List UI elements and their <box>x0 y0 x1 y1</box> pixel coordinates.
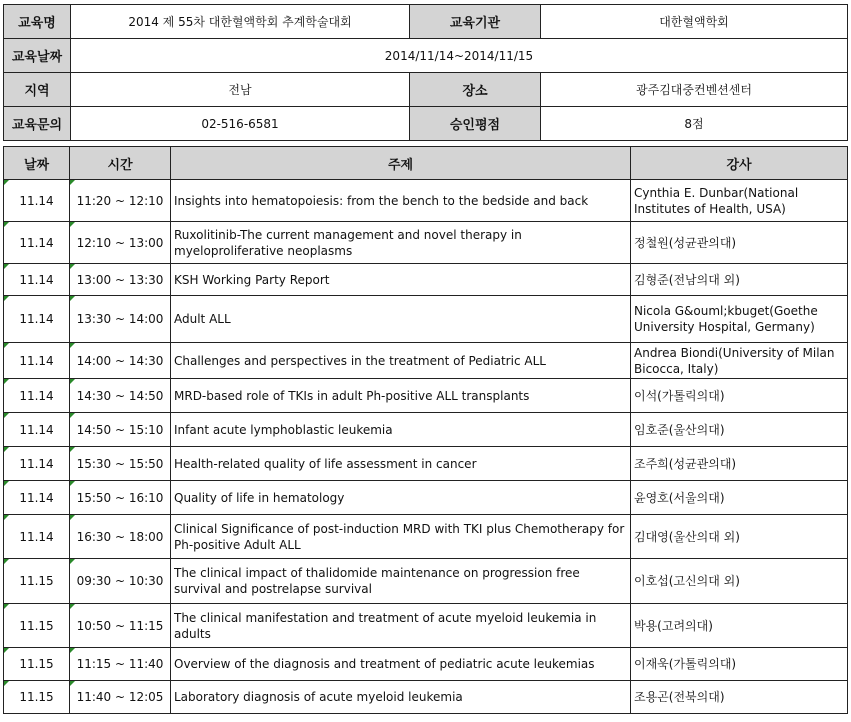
course-date-label: 교육날짜 <box>4 39 71 73</box>
session-topic: Ruxolitinib-The current management and novel therapy in myeloproliferative neoplasms <box>171 222 631 264</box>
info-row-date <box>4 39 848 73</box>
session-time: 11:40 ~ 12:05 <box>70 681 171 714</box>
session-date: 11.14 <box>4 343 70 379</box>
session-speaker: 조용곤(전북의대) <box>631 681 848 714</box>
info-row-name <box>4 5 848 39</box>
table-row <box>4 413 848 447</box>
contact-label: 교육문의 <box>4 107 71 141</box>
course-name-label: 교육명 <box>4 5 71 39</box>
session-speaker: 윤영호(서울의대) <box>631 481 848 515</box>
table-row <box>4 681 848 714</box>
session-topic: Insights into hematopoiesis: from the bench to the bedside and back <box>171 180 631 222</box>
session-speaker: 이재욱(가톨릭의대) <box>631 648 848 681</box>
session-speaker: 임호준(울산의대) <box>631 413 848 447</box>
table-row <box>4 264 848 296</box>
session-topic: Adult ALL <box>171 296 631 343</box>
header-speaker: 강사 <box>631 147 848 180</box>
organizer: 대한혈액학회 <box>541 5 848 39</box>
table-row <box>4 648 848 681</box>
session-date: 11.15 <box>4 648 70 681</box>
course-date: 2014/11/14~2014/11/15 <box>71 39 848 73</box>
session-speaker: 이석(가톨릭의대) <box>631 379 848 413</box>
session-time: 11:15 ~ 11:40 <box>70 648 171 681</box>
session-date: 11.14 <box>4 413 70 447</box>
session-date: 11.15 <box>4 604 70 648</box>
credit-points: 8점 <box>541 107 848 141</box>
venue-label: 장소 <box>410 73 541 107</box>
table-row <box>4 180 848 222</box>
session-topic: Health-related quality of life assessment in cancer <box>171 447 631 481</box>
session-speaker: Andrea Biondi(University of Milan Bicocca, Italy) <box>631 343 848 379</box>
header-topic: 주제 <box>171 147 631 180</box>
session-date: 11.15 <box>4 559 70 604</box>
session-date: 11.14 <box>4 296 70 343</box>
session-topic: Clinical Significance of post-induction MRD with TKI plus Chemotherapy for Ph-positive Adult ALL <box>171 515 631 559</box>
session-time: 15:30 ~ 15:50 <box>70 447 171 481</box>
session-time: 14:30 ~ 14:50 <box>70 379 171 413</box>
venue: 광주김대중컨벤션센터 <box>541 73 848 107</box>
organizer-label: 교육기관 <box>410 5 541 39</box>
session-time: 11:20 ~ 12:10 <box>70 180 171 222</box>
course-name: 2014 제 55차 대한혈액학회 추계학술대회 <box>71 5 410 39</box>
table-row <box>4 222 848 264</box>
session-speaker: 조주희(성균관의대) <box>631 447 848 481</box>
session-time: 13:30 ~ 14:00 <box>70 296 171 343</box>
session-date: 11.14 <box>4 481 70 515</box>
session-date: 11.14 <box>4 379 70 413</box>
session-speaker: 정철원(성균관의대) <box>631 222 848 264</box>
session-time: 15:50 ~ 16:10 <box>70 481 171 515</box>
session-topic: MRD-based role of TKIs in adult Ph-positive ALL transplants <box>171 379 631 413</box>
session-time: 14:00 ~ 14:30 <box>70 343 171 379</box>
schedule-header <box>4 147 848 180</box>
credit-points-label: 승인평점 <box>410 107 541 141</box>
session-topic: Infant acute lymphoblastic leukemia <box>171 413 631 447</box>
session-topic: Challenges and perspectives in the treatment of Pediatric ALL <box>171 343 631 379</box>
session-time: 13:00 ~ 13:30 <box>70 264 171 296</box>
contact-phone: 02-516-6581 <box>71 107 410 141</box>
session-speaker: Nicola G&ouml;kbuget(Goethe University Hospital, Germany) <box>631 296 848 343</box>
session-speaker: Cynthia E. Dunbar(National Institutes of Health, USA) <box>631 180 848 222</box>
info-row-contact <box>4 107 848 141</box>
table-row <box>4 379 848 413</box>
session-topic: The clinical impact of thalidomide maintenance on progression free survival and postrelapse survival <box>171 559 631 604</box>
session-speaker: 이호섭(고신의대 외) <box>631 559 848 604</box>
table-row <box>4 296 848 343</box>
info-row-region <box>4 73 848 107</box>
table-row <box>4 515 848 559</box>
header-time: 시간 <box>70 147 171 180</box>
session-date: 11.14 <box>4 180 70 222</box>
session-time: 14:50 ~ 15:10 <box>70 413 171 447</box>
session-time: 10:50 ~ 11:15 <box>70 604 171 648</box>
session-topic: Overview of the diagnosis and treatment of pediatric acute leukemias <box>171 648 631 681</box>
schedule-body <box>4 180 848 714</box>
session-date: 11.14 <box>4 447 70 481</box>
session-time: 12:10 ~ 13:00 <box>70 222 171 264</box>
session-topic: Laboratory diagnosis of acute myeloid leukemia <box>171 681 631 714</box>
region: 전남 <box>71 73 410 107</box>
session-topic: KSH Working Party Report <box>171 264 631 296</box>
session-topic: The clinical manifestation and treatment of acute myeloid leukemia in adults <box>171 604 631 648</box>
table-row <box>4 604 848 648</box>
schedule-table <box>3 146 848 714</box>
session-date: 11.14 <box>4 264 70 296</box>
session-date: 11.14 <box>4 515 70 559</box>
course-info-table <box>3 4 848 141</box>
table-row <box>4 343 848 379</box>
session-speaker: 박용(고려의대) <box>631 604 848 648</box>
session-speaker: 김형준(전남의대 외) <box>631 264 848 296</box>
header-date: 날짜 <box>4 147 70 180</box>
session-topic: Quality of life in hematology <box>171 481 631 515</box>
session-date: 11.15 <box>4 681 70 714</box>
region-label: 지역 <box>4 73 71 107</box>
session-date: 11.14 <box>4 222 70 264</box>
session-time: 16:30 ~ 18:00 <box>70 515 171 559</box>
table-row <box>4 481 848 515</box>
session-time: 09:30 ~ 10:30 <box>70 559 171 604</box>
session-speaker: 김대영(울산의대 외) <box>631 515 848 559</box>
table-row <box>4 447 848 481</box>
table-row <box>4 559 848 604</box>
